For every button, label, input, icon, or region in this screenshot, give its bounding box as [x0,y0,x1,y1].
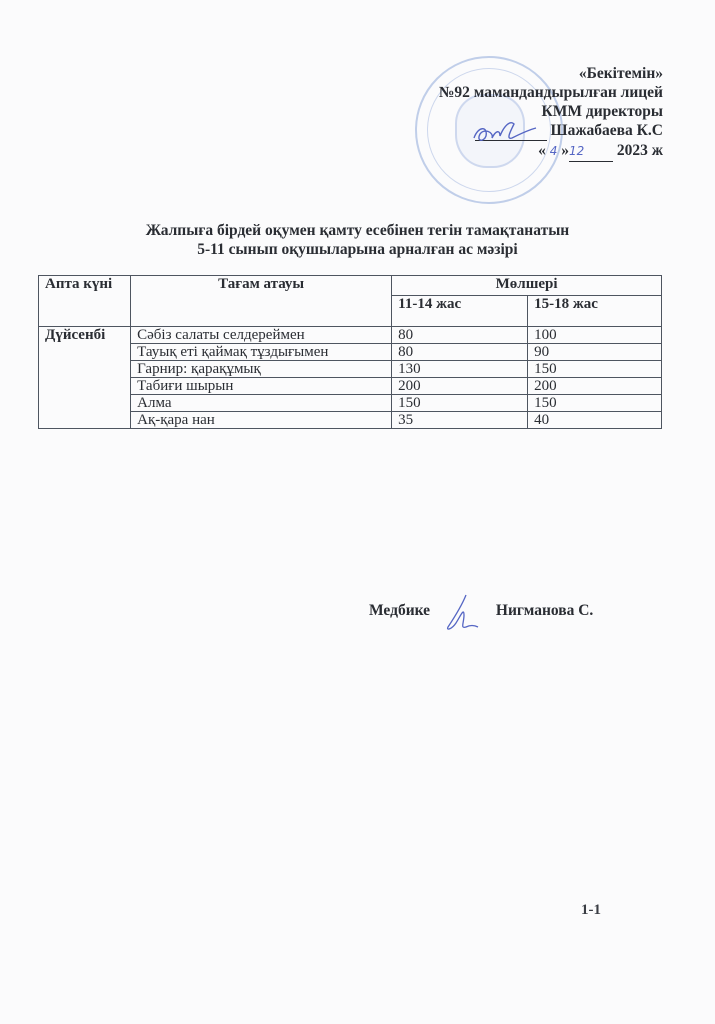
header-day: Апта күні [39,276,131,327]
food-cell: Табиғи шырын [131,378,392,395]
food-cell: Тауық еті қаймақ тұздығымен [131,344,392,361]
day-cell: Дүйсенбі [39,327,131,429]
date-year: 2023 ж [616,142,663,159]
header-amount: Мөлшері [392,276,662,296]
amount-15-18-cell: 150 [528,395,662,412]
table-row [39,378,662,395]
amount-11-14-cell: 35 [392,412,528,429]
director-name: Шажабаева К.С [550,122,663,139]
medic-role: Медбике [369,602,431,619]
header-food: Тағам атауы [131,276,392,327]
table-row [39,361,662,378]
table-row [39,412,662,429]
title-line-1: Жалпыға бірдей оқумен қамту есебінен тегін тамақтанатын [145,222,570,239]
date-month: 12 [569,144,585,158]
header-age-11-14: 11-14 жас [392,296,528,327]
page-number: 1-1 [581,902,601,918]
amount-15-18-cell: 100 [528,327,662,344]
medic-signature-icon [440,593,482,633]
date-day: 4 [549,144,558,158]
food-cell: Гарнир: қарақұмық [131,361,392,378]
amount-11-14-cell: 130 [392,361,528,378]
table-row [39,344,662,361]
table-row [39,327,662,344]
table-header-row [39,276,662,296]
amount-15-18-cell: 90 [528,344,662,361]
amount-11-14-cell: 80 [392,327,528,344]
food-cell: Ақ-қара нан [131,412,392,429]
amount-11-14-cell: 150 [392,395,528,412]
table-row [39,395,662,412]
date-month-blank [569,141,613,162]
food-cell: Сәбіз салаты селдереймен [131,327,392,344]
document-title [0,221,715,259]
food-cell: Алма [131,395,392,412]
date-open-quote: « [538,142,546,159]
director-position: КММ директоры [541,103,663,120]
amount-15-18-cell: 40 [528,412,662,429]
menu-table [38,275,662,429]
medic-name: Нигманова С. [495,602,594,619]
date-close-quote: » [561,142,569,159]
amount-11-14-cell: 200 [392,378,528,395]
organization-name: №92 мамандандырылған лицей [438,84,663,101]
header-age-15-18: 15-18 жас [528,296,662,327]
amount-15-18-cell: 150 [528,361,662,378]
amount-11-14-cell: 80 [392,344,528,361]
approval-heading: «Бекітемін» [578,65,663,82]
director-signature-icon [470,116,540,150]
title-line-2: 5-11 сынып оқушыларына арналған ас мәзірі [197,241,518,258]
amount-15-18-cell: 200 [528,378,662,395]
